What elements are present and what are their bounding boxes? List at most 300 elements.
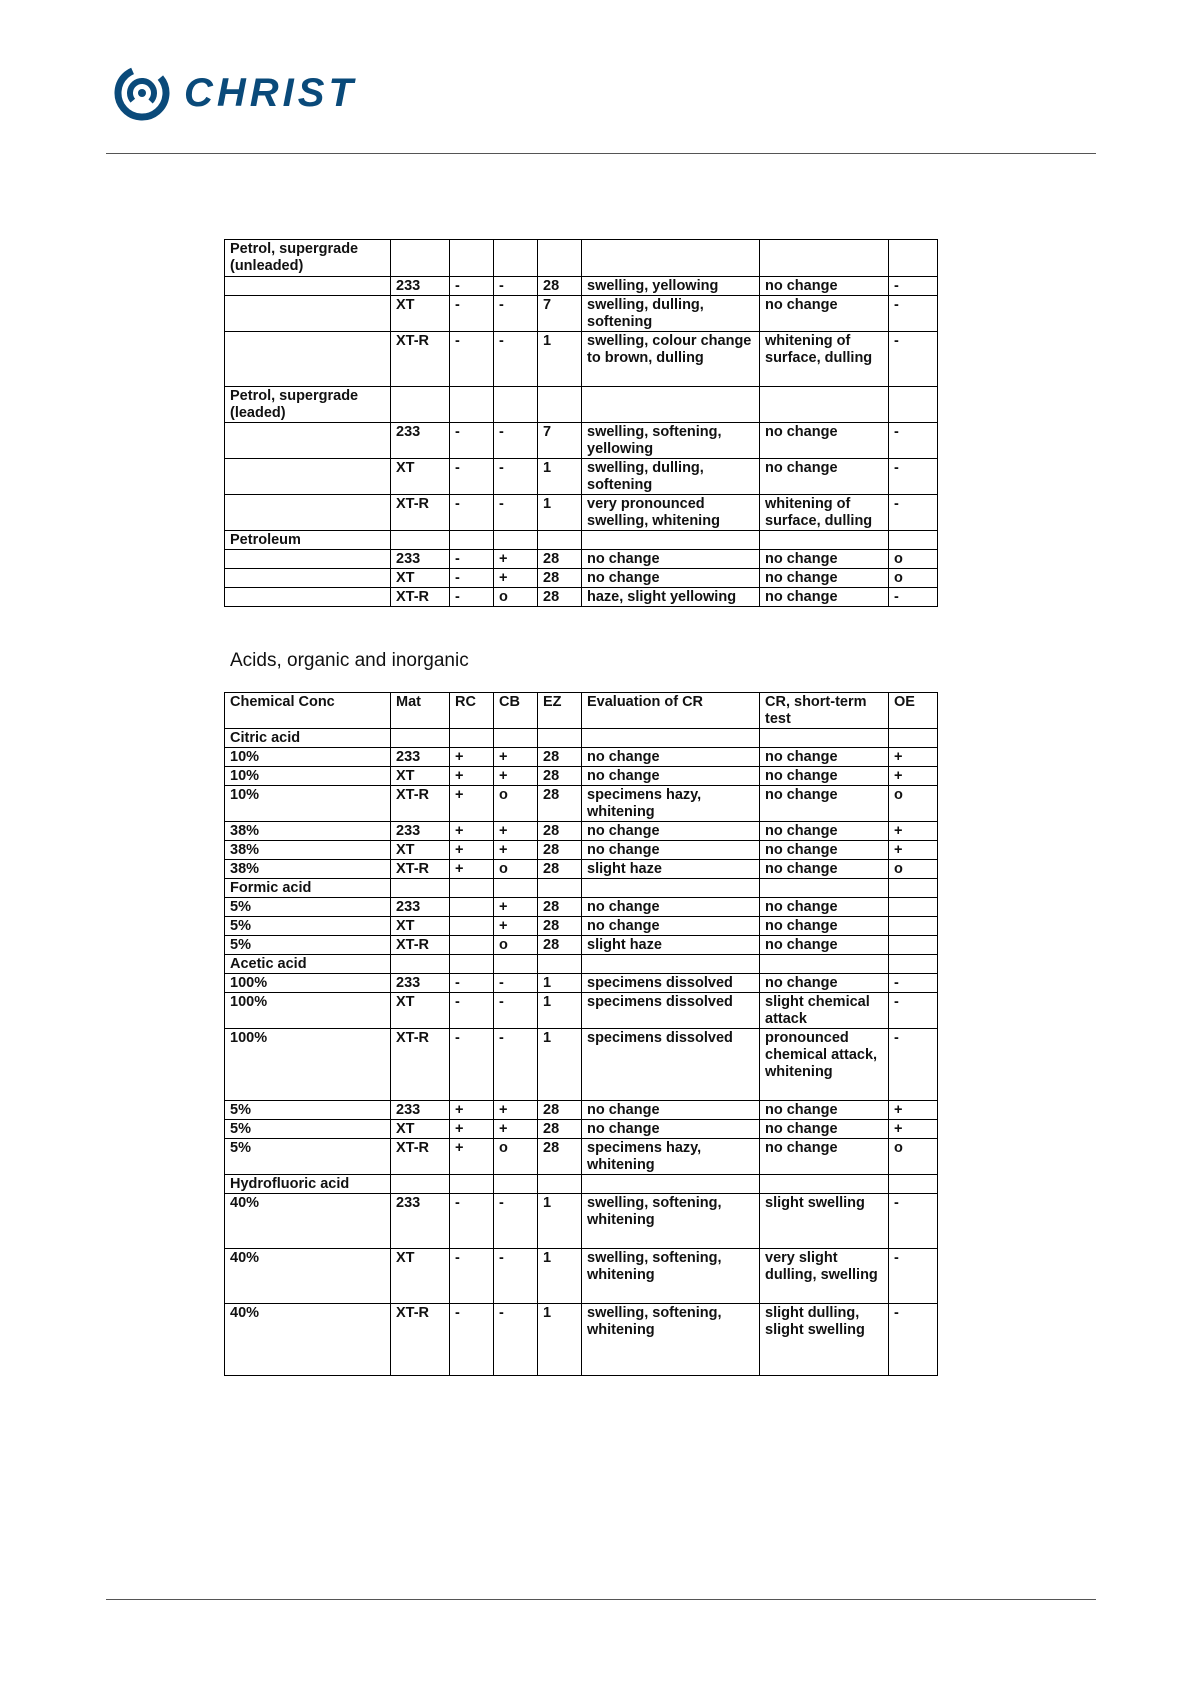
chemical-cell: Hydrofluoric acid [225, 1175, 391, 1194]
rc-cell: + [450, 767, 494, 786]
material-cell [391, 879, 450, 898]
short-term-cell [760, 531, 889, 550]
short-term-cell: no change [760, 296, 889, 332]
chemical-cell [225, 277, 391, 296]
rc-cell: - [450, 332, 494, 387]
evaluation-cell [582, 240, 760, 277]
table-row [225, 423, 938, 459]
table-row [225, 748, 938, 767]
rc-cell: + [450, 1139, 494, 1175]
oe-cell: - [889, 1249, 938, 1304]
rc-cell: - [450, 1194, 494, 1249]
table-row [225, 767, 938, 786]
ez-cell: 28 [538, 748, 582, 767]
rc-cell [450, 387, 494, 423]
material-cell: 233 [391, 1194, 450, 1249]
chemical-cell: 38% [225, 860, 391, 879]
rc-cell: + [450, 841, 494, 860]
evaluation-cell [582, 729, 760, 748]
oe-cell [889, 240, 938, 277]
ez-cell: 28 [538, 1101, 582, 1120]
oe-cell [889, 936, 938, 955]
rc-cell: - [450, 993, 494, 1029]
material-cell: XT [391, 459, 450, 495]
material-cell: 233 [391, 1101, 450, 1120]
ez-cell: 7 [538, 423, 582, 459]
short-term-cell: whitening of surface, dulling [760, 495, 889, 531]
chemical-cell: 5% [225, 936, 391, 955]
short-term-cell: no change [760, 459, 889, 495]
short-term-cell: no change [760, 767, 889, 786]
short-term-cell: pronounced chemical attack, whitening [760, 1029, 889, 1101]
oe-cell: + [889, 748, 938, 767]
short-term-cell: no change [760, 277, 889, 296]
christ-logo-wordmark: CHRIST [184, 71, 357, 115]
evaluation-cell: no change [582, 748, 760, 767]
short-term-cell: no change [760, 936, 889, 955]
material-cell: XT [391, 569, 450, 588]
cb-cell [494, 531, 538, 550]
rc-cell [450, 955, 494, 974]
material-cell: XT-R [391, 936, 450, 955]
rc-cell [450, 898, 494, 917]
rc-cell: + [450, 748, 494, 767]
rc-cell: - [450, 1249, 494, 1304]
table-row [225, 1249, 938, 1304]
cb-cell: - [494, 993, 538, 1029]
ez-cell [538, 531, 582, 550]
short-term-cell [760, 240, 889, 277]
table-row [225, 1120, 938, 1139]
table-row [225, 332, 938, 387]
material-cell: XT [391, 767, 450, 786]
table-row [225, 693, 938, 729]
oe-cell: o [889, 860, 938, 879]
evaluation-cell: swelling, softening, whitening [582, 1194, 760, 1249]
evaluation-cell: no change [582, 841, 760, 860]
rc-cell [450, 936, 494, 955]
cb-cell: + [494, 917, 538, 936]
cb-cell: o [494, 786, 538, 822]
cb-cell [494, 955, 538, 974]
ez-cell: 1 [538, 1304, 582, 1376]
evaluation-cell [582, 531, 760, 550]
table-row [225, 786, 938, 822]
cb-cell [494, 729, 538, 748]
evaluation-cell: swelling, dulling, softening [582, 296, 760, 332]
oe-cell: - [889, 993, 938, 1029]
christ-logo [112, 60, 412, 126]
oe-cell: - [889, 588, 938, 607]
table-row [225, 459, 938, 495]
oe-cell [889, 531, 938, 550]
chemical-cell: 5% [225, 1120, 391, 1139]
chemical-cell: 5% [225, 1101, 391, 1120]
table-row [225, 387, 938, 423]
ez-cell: 1 [538, 1249, 582, 1304]
material-cell: XT [391, 1120, 450, 1139]
material-cell: XT-R [391, 495, 450, 531]
material-cell: XT [391, 841, 450, 860]
evaluation-cell: no change [582, 550, 760, 569]
petrol-resistance-table [224, 239, 938, 607]
short-term-cell: no change [760, 423, 889, 459]
chemical-cell: Petrol, supergrade (leaded) [225, 387, 391, 423]
chemical-cell: 40% [225, 1304, 391, 1376]
chemical-cell: 5% [225, 1139, 391, 1175]
material-cell: XT [391, 917, 450, 936]
ez-cell: 28 [538, 1120, 582, 1139]
evaluation-cell: haze, slight yellowing [582, 588, 760, 607]
evaluation-cell: no change [582, 569, 760, 588]
oe-cell [889, 387, 938, 423]
oe-cell: - [889, 423, 938, 459]
oe-cell [889, 879, 938, 898]
oe-cell: - [889, 1194, 938, 1249]
chemical-cell: 100% [225, 1029, 391, 1101]
table-row [225, 588, 938, 607]
oe-cell: - [889, 277, 938, 296]
rc-cell: + [450, 1120, 494, 1139]
chemical-cell [225, 459, 391, 495]
oe-cell: o [889, 569, 938, 588]
cb-cell: o [494, 588, 538, 607]
oe-cell [889, 917, 938, 936]
ez-cell [538, 240, 582, 277]
chemical-cell [225, 569, 391, 588]
ez-cell: 28 [538, 917, 582, 936]
cb-cell: - [494, 459, 538, 495]
ez-cell [538, 879, 582, 898]
cb-cell: CB [494, 693, 538, 729]
rc-cell: - [450, 296, 494, 332]
cb-cell: + [494, 550, 538, 569]
ez-cell: 1 [538, 1029, 582, 1101]
chemical-cell: Petrol, supergrade (unleaded) [225, 240, 391, 277]
material-cell: 233 [391, 277, 450, 296]
short-term-cell [760, 1175, 889, 1194]
table-row [225, 955, 938, 974]
short-term-cell: no change [760, 898, 889, 917]
chemical-cell: Petroleum [225, 531, 391, 550]
footer-divider [106, 1599, 1096, 1600]
evaluation-cell [582, 955, 760, 974]
chemical-cell [225, 495, 391, 531]
ez-cell: 1 [538, 495, 582, 531]
evaluation-cell: specimens dissolved [582, 1029, 760, 1101]
ez-cell: 28 [538, 1139, 582, 1175]
rc-cell [450, 917, 494, 936]
short-term-cell: no change [760, 1101, 889, 1120]
cb-cell: - [494, 296, 538, 332]
short-term-cell: slight chemical attack [760, 993, 889, 1029]
oe-cell: - [889, 1029, 938, 1101]
cb-cell [494, 387, 538, 423]
cb-cell [494, 879, 538, 898]
cb-cell: o [494, 936, 538, 955]
material-cell [391, 531, 450, 550]
cb-cell: - [494, 277, 538, 296]
chemical-cell: Chemical Conc [225, 693, 391, 729]
short-term-cell [760, 387, 889, 423]
table-row [225, 1139, 938, 1175]
cb-cell [494, 1175, 538, 1194]
ez-cell: 1 [538, 1194, 582, 1249]
ez-cell: 28 [538, 822, 582, 841]
ez-cell: 28 [538, 841, 582, 860]
material-cell: XT [391, 993, 450, 1029]
table-row [225, 974, 938, 993]
evaluation-cell: swelling, colour change to brown, dulling [582, 332, 760, 387]
evaluation-cell: swelling, softening, whitening [582, 1249, 760, 1304]
short-term-cell: no change [760, 550, 889, 569]
evaluation-cell: specimens dissolved [582, 993, 760, 1029]
oe-cell: + [889, 1120, 938, 1139]
rc-cell: - [450, 569, 494, 588]
cb-cell: - [494, 1194, 538, 1249]
chemical-cell: Acetic acid [225, 955, 391, 974]
material-cell [391, 955, 450, 974]
short-term-cell: slight swelling [760, 1194, 889, 1249]
material-cell [391, 240, 450, 277]
oe-cell [889, 898, 938, 917]
ez-cell: 28 [538, 786, 582, 822]
ez-cell [538, 1175, 582, 1194]
oe-cell: - [889, 332, 938, 387]
cb-cell: - [494, 495, 538, 531]
rc-cell: + [450, 822, 494, 841]
ez-cell [538, 729, 582, 748]
ez-cell: 1 [538, 459, 582, 495]
chemical-cell [225, 332, 391, 387]
evaluation-cell: no change [582, 1101, 760, 1120]
rc-cell: - [450, 550, 494, 569]
evaluation-cell: slight haze [582, 936, 760, 955]
material-cell [391, 387, 450, 423]
short-term-cell: no change [760, 1139, 889, 1175]
cb-cell: + [494, 822, 538, 841]
table-row [225, 1101, 938, 1120]
evaluation-cell: specimens dissolved [582, 974, 760, 993]
cb-cell: - [494, 974, 538, 993]
cb-cell: + [494, 767, 538, 786]
table-row [225, 495, 938, 531]
material-cell: XT [391, 1249, 450, 1304]
material-cell: XT-R [391, 332, 450, 387]
evaluation-cell [582, 1175, 760, 1194]
short-term-cell: no change [760, 841, 889, 860]
material-cell: XT-R [391, 786, 450, 822]
evaluation-cell: very pronounced swelling, whitening [582, 495, 760, 531]
ez-cell: 28 [538, 550, 582, 569]
evaluation-cell [582, 387, 760, 423]
table-row [225, 822, 938, 841]
material-cell [391, 729, 450, 748]
oe-cell [889, 955, 938, 974]
evaluation-cell: no change [582, 767, 760, 786]
evaluation-cell: swelling, dulling, softening [582, 459, 760, 495]
evaluation-cell: no change [582, 822, 760, 841]
evaluation-cell: no change [582, 1120, 760, 1139]
table-row [225, 898, 938, 917]
ez-cell: 1 [538, 993, 582, 1029]
cb-cell: + [494, 898, 538, 917]
evaluation-cell [582, 879, 760, 898]
table-row [225, 1304, 938, 1376]
cb-cell [494, 240, 538, 277]
short-term-cell: very slight dulling, swelling [760, 1249, 889, 1304]
material-cell [391, 1175, 450, 1194]
chemical-cell: 10% [225, 748, 391, 767]
cb-cell: + [494, 1101, 538, 1120]
short-term-cell: no change [760, 786, 889, 822]
ez-cell: 28 [538, 767, 582, 786]
table-row [225, 1194, 938, 1249]
material-cell: 233 [391, 822, 450, 841]
oe-cell: - [889, 296, 938, 332]
table-row [225, 277, 938, 296]
ez-cell [538, 955, 582, 974]
evaluation-cell: no change [582, 898, 760, 917]
ez-cell: 28 [538, 936, 582, 955]
material-cell: 233 [391, 550, 450, 569]
material-cell: Mat [391, 693, 450, 729]
evaluation-cell: swelling, yellowing [582, 277, 760, 296]
table-row [225, 569, 938, 588]
material-cell: XT-R [391, 1139, 450, 1175]
material-cell: 233 [391, 748, 450, 767]
cb-cell: + [494, 569, 538, 588]
evaluation-cell: slight haze [582, 860, 760, 879]
chemical-cell: 10% [225, 767, 391, 786]
ez-cell: 28 [538, 898, 582, 917]
material-cell: 233 [391, 423, 450, 459]
material-cell: 233 [391, 974, 450, 993]
rc-cell: - [450, 277, 494, 296]
ez-cell: 1 [538, 974, 582, 993]
evaluation-cell: swelling, softening, whitening [582, 1304, 760, 1376]
ez-cell: 7 [538, 296, 582, 332]
table-row [225, 729, 938, 748]
rc-cell: - [450, 1304, 494, 1376]
ez-cell: 28 [538, 277, 582, 296]
evaluation-cell: specimens hazy, whitening [582, 1139, 760, 1175]
chemical-cell: 100% [225, 974, 391, 993]
short-term-cell: slight dulling, slight swelling [760, 1304, 889, 1376]
table-row [225, 1175, 938, 1194]
short-term-cell: no change [760, 860, 889, 879]
chemical-cell: 100% [225, 993, 391, 1029]
short-term-cell: CR, short-term test [760, 693, 889, 729]
cb-cell: + [494, 841, 538, 860]
short-term-cell: whitening of surface, dulling [760, 332, 889, 387]
short-term-cell: no change [760, 822, 889, 841]
short-term-cell [760, 729, 889, 748]
oe-cell: - [889, 1304, 938, 1376]
table-row [225, 841, 938, 860]
material-cell: XT-R [391, 588, 450, 607]
material-cell: XT-R [391, 860, 450, 879]
rc-cell: - [450, 974, 494, 993]
table-row [225, 917, 938, 936]
table-row [225, 1029, 938, 1101]
table-row [225, 550, 938, 569]
oe-cell: o [889, 550, 938, 569]
chemical-cell: 10% [225, 786, 391, 822]
rc-cell [450, 240, 494, 277]
rc-cell: RC [450, 693, 494, 729]
rc-cell: + [450, 1101, 494, 1120]
short-term-cell: no change [760, 917, 889, 936]
table-row [225, 879, 938, 898]
rc-cell: - [450, 588, 494, 607]
table-row [225, 993, 938, 1029]
chemical-cell [225, 296, 391, 332]
rc-cell: + [450, 860, 494, 879]
rc-cell: - [450, 495, 494, 531]
cb-cell: - [494, 332, 538, 387]
christ-logo-mark-icon [112, 60, 176, 126]
rc-cell [450, 1175, 494, 1194]
cb-cell: - [494, 1029, 538, 1101]
table-row [225, 936, 938, 955]
chemical-cell: 5% [225, 917, 391, 936]
table-row [225, 531, 938, 550]
material-cell: 233 [391, 898, 450, 917]
short-term-cell: no change [760, 569, 889, 588]
cb-cell: - [494, 1249, 538, 1304]
rc-cell [450, 729, 494, 748]
short-term-cell: no change [760, 1120, 889, 1139]
rc-cell [450, 531, 494, 550]
header-divider [106, 153, 1096, 154]
acids-resistance-table [224, 692, 938, 1376]
cb-cell: o [494, 1139, 538, 1175]
cb-cell: - [494, 1304, 538, 1376]
chemical-cell: 40% [225, 1194, 391, 1249]
table-row [225, 860, 938, 879]
oe-cell: - [889, 974, 938, 993]
chemical-cell: Formic acid [225, 879, 391, 898]
oe-cell: OE [889, 693, 938, 729]
rc-cell: - [450, 459, 494, 495]
material-cell: XT-R [391, 1304, 450, 1376]
oe-cell [889, 1175, 938, 1194]
ez-cell: EZ [538, 693, 582, 729]
oe-cell: + [889, 841, 938, 860]
oe-cell: - [889, 495, 938, 531]
evaluation-cell: Evaluation of CR [582, 693, 760, 729]
short-term-cell: no change [760, 974, 889, 993]
ez-cell: 28 [538, 569, 582, 588]
oe-cell: o [889, 786, 938, 822]
cb-cell: + [494, 1120, 538, 1139]
oe-cell: + [889, 767, 938, 786]
oe-cell [889, 729, 938, 748]
oe-cell: + [889, 822, 938, 841]
oe-cell: + [889, 1101, 938, 1120]
table-row [225, 296, 938, 332]
cb-cell: o [494, 860, 538, 879]
short-term-cell: no change [760, 748, 889, 767]
chemical-cell: 40% [225, 1249, 391, 1304]
rc-cell: - [450, 1029, 494, 1101]
material-cell: XT [391, 296, 450, 332]
ez-cell: 1 [538, 332, 582, 387]
chemical-cell: Citric acid [225, 729, 391, 748]
evaluation-cell: swelling, softening, yellowing [582, 423, 760, 459]
short-term-cell [760, 955, 889, 974]
